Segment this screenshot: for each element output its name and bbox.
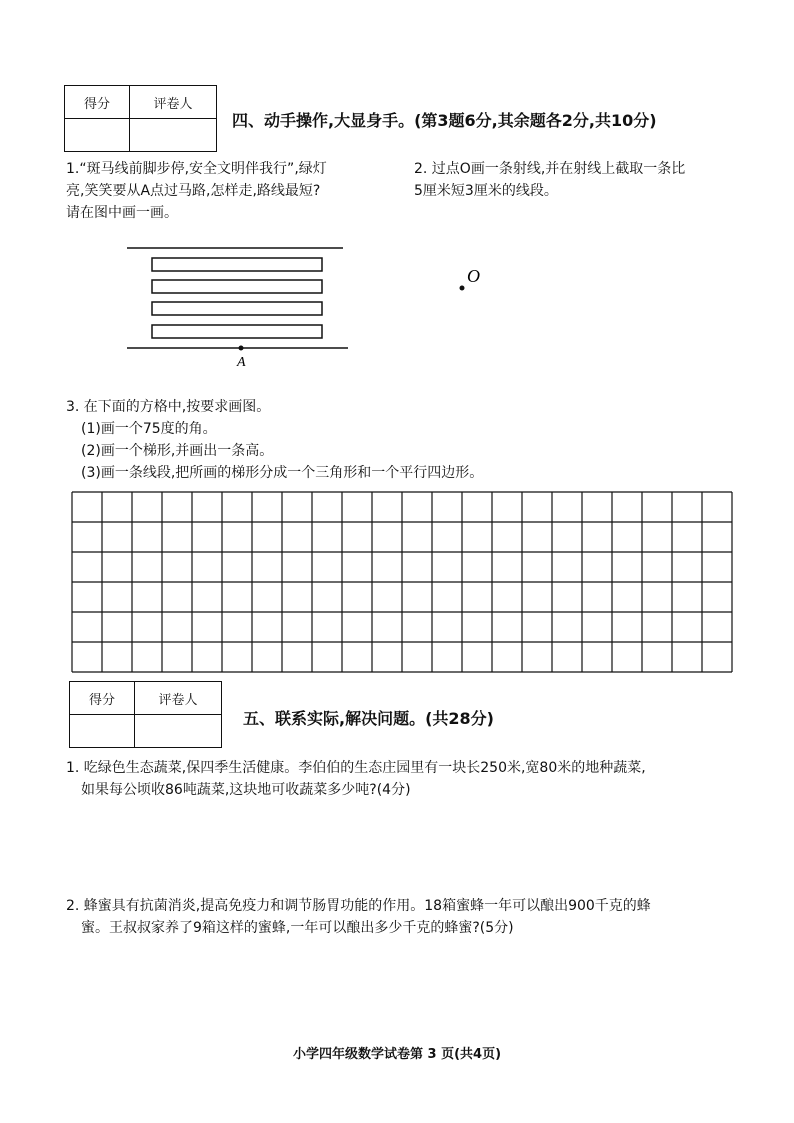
score-input[interactable] bbox=[70, 715, 135, 748]
grader-label: 评卷人 bbox=[130, 86, 217, 119]
score-label: 得分 bbox=[70, 682, 135, 715]
s5-q2-line2: 蜜。王叔叔家养了9箱这样的蜜蜂,一年可以酿出多少千克的蜂蜜?(5分) bbox=[81, 920, 514, 936]
point-o bbox=[460, 286, 465, 291]
score-box-section5 bbox=[69, 681, 222, 748]
section5-title: 五、联系实际,解决问题。(共28分) bbox=[243, 709, 494, 728]
score-label: 得分 bbox=[65, 86, 130, 119]
s4-question2 bbox=[414, 158, 685, 202]
s4-question3 bbox=[66, 396, 483, 484]
s4-q3-line2: (1)画一个75度的角。 bbox=[81, 421, 217, 437]
s5-q1-line1: 1. 吃绿色生态蔬菜,保四季生活健康。李伯伯的生态庄园里有一块长250米,宽80米的地种蔬菜, bbox=[66, 760, 646, 776]
s4-q2-line2: 5厘米短3厘米的线段。 bbox=[414, 183, 558, 199]
s4-q2-line1: 2. 过点O画一条射线,并在射线上截取一条比 bbox=[414, 161, 686, 177]
point-a-label: A bbox=[237, 355, 246, 370]
zebra-stripe bbox=[152, 302, 322, 315]
crosswalk-figure[interactable] bbox=[120, 240, 360, 370]
s5-q1-line2: 如果每公顷收86吨蔬菜,这块地可收蔬菜多少吨?(4分) bbox=[81, 782, 411, 798]
s4-q1-line1: 1.“斑马线前脚步停,安全文明伴我行”,绿灯 bbox=[66, 161, 327, 177]
zebra-stripe bbox=[152, 325, 322, 338]
s4-q1-line3: 请在图中画一画。 bbox=[66, 205, 178, 221]
grader-input[interactable] bbox=[130, 119, 217, 152]
score-box-section4 bbox=[64, 85, 217, 152]
zebra-stripe bbox=[152, 280, 322, 293]
zebra-stripe bbox=[152, 258, 322, 271]
drawing-grid[interactable] bbox=[70, 490, 734, 674]
point-o-label: O bbox=[467, 266, 480, 286]
grader-input[interactable] bbox=[135, 715, 222, 748]
grader-label: 评卷人 bbox=[135, 682, 222, 715]
s5-q1-answer-area[interactable] bbox=[66, 805, 726, 890]
s4-question1 bbox=[66, 158, 327, 224]
s4-q3-line3: (2)画一个梯形,并画出一条高。 bbox=[81, 443, 274, 459]
s5-q2-line1: 2. 蜂蜜具有抗菌消炎,提高免疫力和调节肠胃功能的作用。18箱蜜蜂一年可以酿出900千克的蜂 bbox=[66, 898, 651, 914]
point-o-figure[interactable] bbox=[450, 258, 500, 298]
point-a bbox=[239, 346, 244, 351]
page-footer: 小学四年级数学试卷第 3 页(共4页) bbox=[292, 1047, 502, 1062]
s4-q3-line4: (3)画一条线段,把所画的梯形分成一个三角形和一个平行四边形。 bbox=[81, 465, 484, 481]
section4-title: 四、动手操作,大显身手。(第3题6分,其余题各2分,共10分) bbox=[232, 111, 657, 130]
score-input[interactable] bbox=[65, 119, 130, 152]
s5-question1 bbox=[66, 757, 646, 801]
s4-q1-line2: 亮,笑笑要从A点过马路,怎样走,路线最短? bbox=[66, 183, 321, 199]
s4-q3-line1: 3. 在下面的方格中,按要求画图。 bbox=[66, 399, 271, 415]
s5-q2-answer-area[interactable] bbox=[66, 945, 726, 1030]
s5-question2 bbox=[66, 895, 651, 939]
